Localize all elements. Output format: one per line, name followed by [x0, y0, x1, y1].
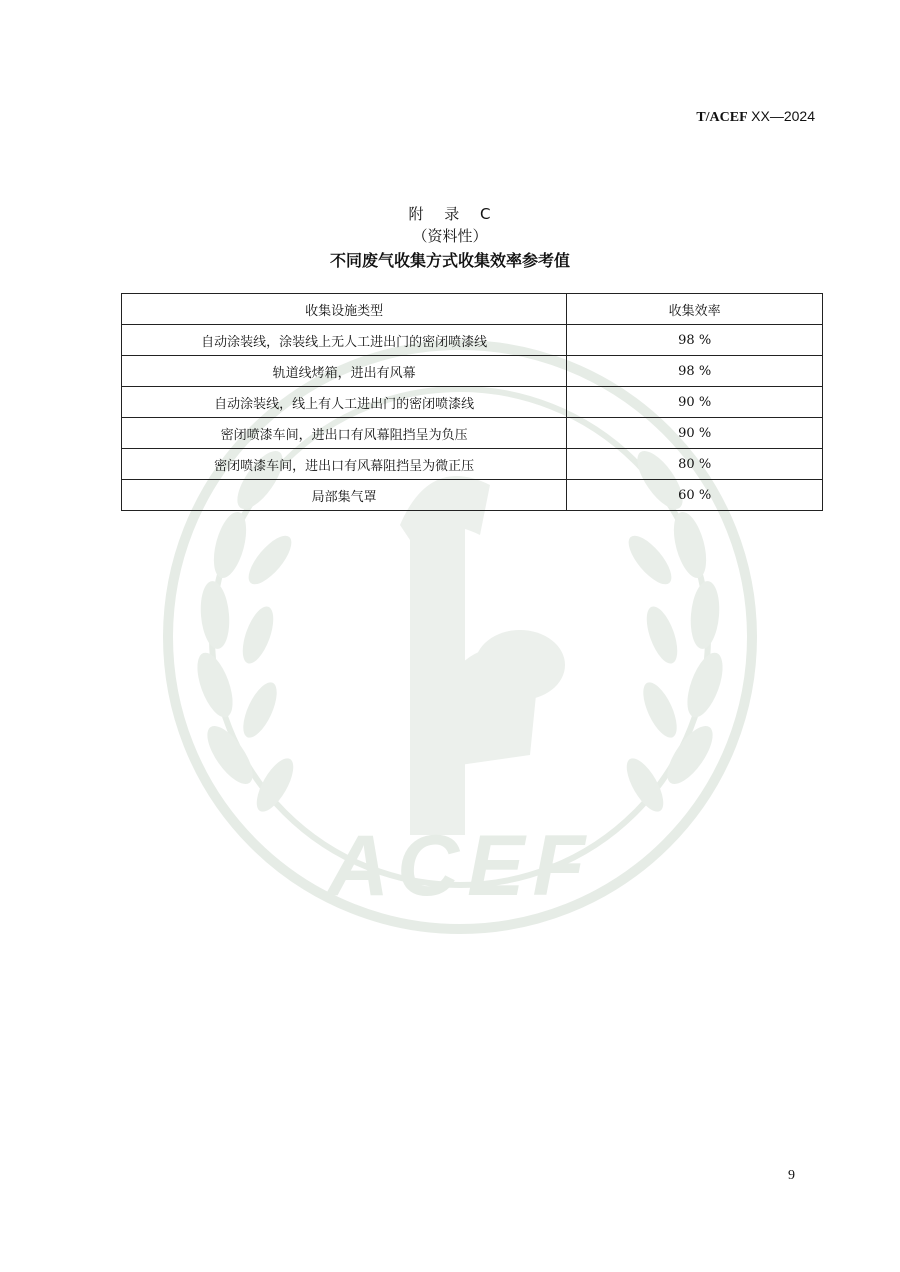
table-row [122, 449, 823, 480]
column-header-facility-type: 收集设施类型 [122, 294, 567, 325]
document-code-prefix: T/ACEF [696, 110, 748, 125]
appendix-title-block [0, 203, 900, 275]
facility-type-cell: 轨道线烤箱，进出有风幕 [122, 356, 567, 387]
document-code [696, 108, 815, 126]
appendix-nature: （资料性） [412, 227, 488, 245]
facility-type-cell: 自动涂装线，线上有人工进出门的密闭喷漆线 [122, 387, 567, 418]
page-number: 9 [788, 1168, 795, 1183]
efficiency-cell: 80 % [567, 449, 823, 480]
watermark-text: ACEF [326, 818, 594, 914]
table-row [122, 325, 823, 356]
appendix-main-title: 不同废气收集方式收集效率参考值 [329, 251, 570, 270]
watermark-column [400, 476, 565, 835]
appendix-label: 附 录 C [408, 205, 492, 223]
efficiency-cell: 98 % [567, 356, 823, 387]
table-row [122, 418, 823, 449]
facility-type-cell: 密闭喷漆车间，进出口有风幕阻挡呈为负压 [122, 418, 567, 449]
efficiency-cell: 90 % [567, 418, 823, 449]
facility-type-cell: 自动涂装线，涂装线上无人工进出门的密闭喷漆线 [122, 325, 567, 356]
collection-efficiency-table [121, 293, 823, 511]
facility-type-cell: 密闭喷漆车间，进出口有风幕阻挡呈为微正压 [122, 449, 567, 480]
column-header-efficiency: 收集效率 [567, 294, 823, 325]
facility-type-cell: 局部集气罩 [122, 480, 567, 511]
table-header-row [122, 294, 823, 325]
table-row [122, 356, 823, 387]
table-row [122, 387, 823, 418]
document-code-suffix: XX—2024 [751, 108, 815, 124]
efficiency-cell: 98 % [567, 325, 823, 356]
efficiency-cell: 90 % [567, 387, 823, 418]
efficiency-cell: 60 % [567, 480, 823, 511]
table-row [122, 480, 823, 511]
